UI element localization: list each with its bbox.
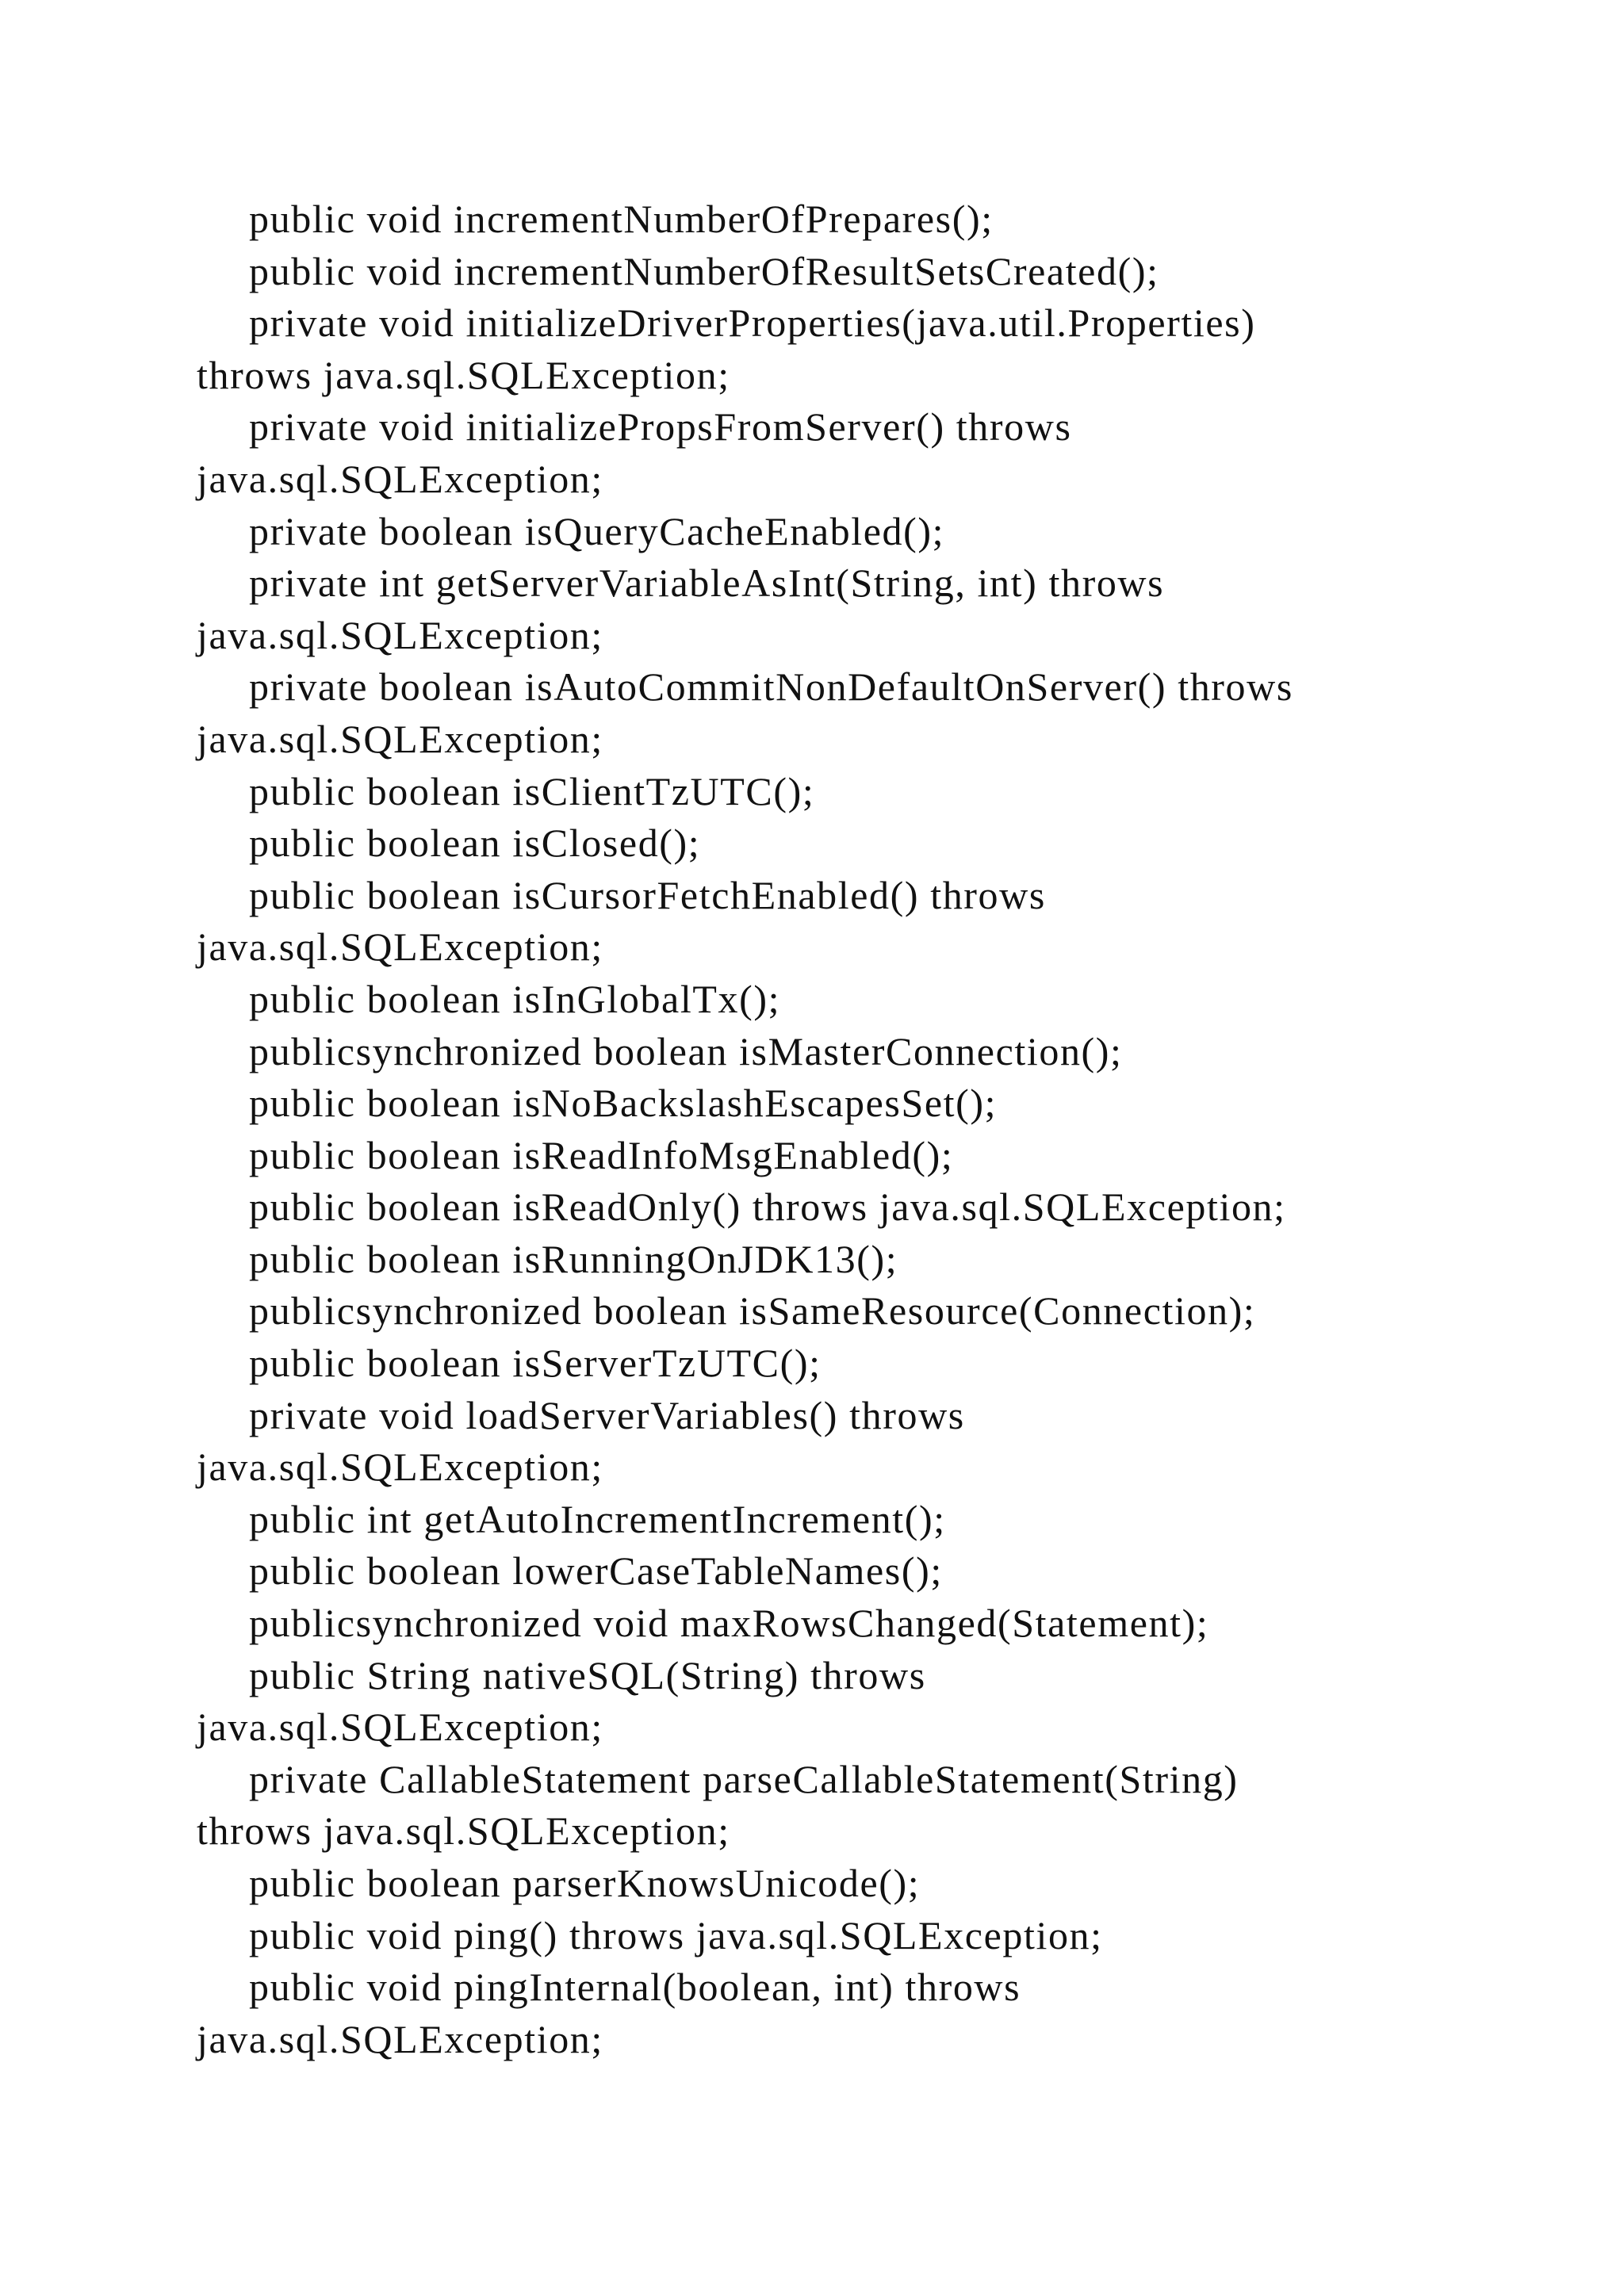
code-line: private CallableStatement parseCallableStatement(String) bbox=[249, 1756, 1239, 1801]
code-listing bbox=[197, 193, 1434, 2065]
code-line: public String nativeSQL(String) throws bbox=[249, 1652, 926, 1697]
code-line: publicsynchronized void maxRowsChanged(Statement); bbox=[249, 1601, 1209, 1646]
code-line: publicsynchronized boolean isSameResource(Connection); bbox=[249, 1288, 1256, 1334]
code-line-continuation: java.sql.SQLException; bbox=[197, 924, 603, 970]
code-line: private int getServerVariableAsInt(String, int) throws bbox=[249, 561, 1165, 606]
code-line: public void incrementNumberOfPrepares(); bbox=[249, 197, 994, 241]
code-line: private boolean isQueryCacheEnabled(); bbox=[249, 508, 945, 553]
code-line: public boolean isRunningOnJDK13(); bbox=[249, 1236, 898, 1281]
code-line: public boolean isNoBackslashEscapesSet(); bbox=[249, 1081, 998, 1126]
code-line: public boolean isServerTzUTC(); bbox=[249, 1341, 822, 1386]
code-line: private void initializeDriverProperties(java.util.Properties) bbox=[249, 300, 1256, 346]
code-line-continuation: java.sql.SQLException; bbox=[197, 2016, 603, 2061]
code-line: public void ping() throws java.sql.SQLException; bbox=[249, 1912, 1103, 1957]
code-line: private void loadServerVariables() throws bbox=[249, 1392, 965, 1437]
code-line: public boolean isCursorFetchEnabled() throws bbox=[249, 872, 1046, 917]
code-line: public boolean lowerCaseTableNames(); bbox=[249, 1548, 943, 1594]
code-line-continuation: throws java.sql.SQLException; bbox=[197, 1808, 730, 1854]
code-line: private void initializePropsFromServer() throws bbox=[249, 404, 1072, 450]
code-line-continuation: java.sql.SQLException; bbox=[197, 456, 603, 501]
code-line: public boolean isReadInfoMsgEnabled(); bbox=[249, 1132, 954, 1177]
code-line: public int getAutoIncrementIncrement(); bbox=[249, 1496, 946, 1541]
code-line: public void pingInternal(boolean, int) throws bbox=[249, 1965, 1021, 2010]
code-line-continuation: java.sql.SQLException; bbox=[197, 716, 603, 761]
code-line: public boolean isClientTzUTC(); bbox=[249, 768, 815, 813]
code-line: public void incrementNumberOfResultSetsCreated(); bbox=[249, 248, 1159, 293]
code-line-continuation: java.sql.SQLException; bbox=[197, 1445, 603, 1490]
code-line-continuation: java.sql.SQLException; bbox=[197, 612, 603, 657]
code-line: private boolean isAutoCommitNonDefaultOnServer() throws bbox=[249, 664, 1293, 710]
code-line: public boolean parserKnowsUnicode(); bbox=[249, 1861, 921, 1905]
code-line-continuation: throws java.sql.SQLException; bbox=[197, 352, 730, 397]
code-line-continuation: java.sql.SQLException; bbox=[197, 1705, 603, 1750]
code-line: publicsynchronized boolean isMasterConnection(); bbox=[249, 1028, 1123, 1073]
code-line: public boolean isReadOnly() throws java.sql.SQLException; bbox=[249, 1184, 1286, 1230]
code-line: public boolean isInGlobalTx(); bbox=[249, 976, 781, 1021]
code-line: public boolean isClosed(); bbox=[249, 821, 701, 866]
